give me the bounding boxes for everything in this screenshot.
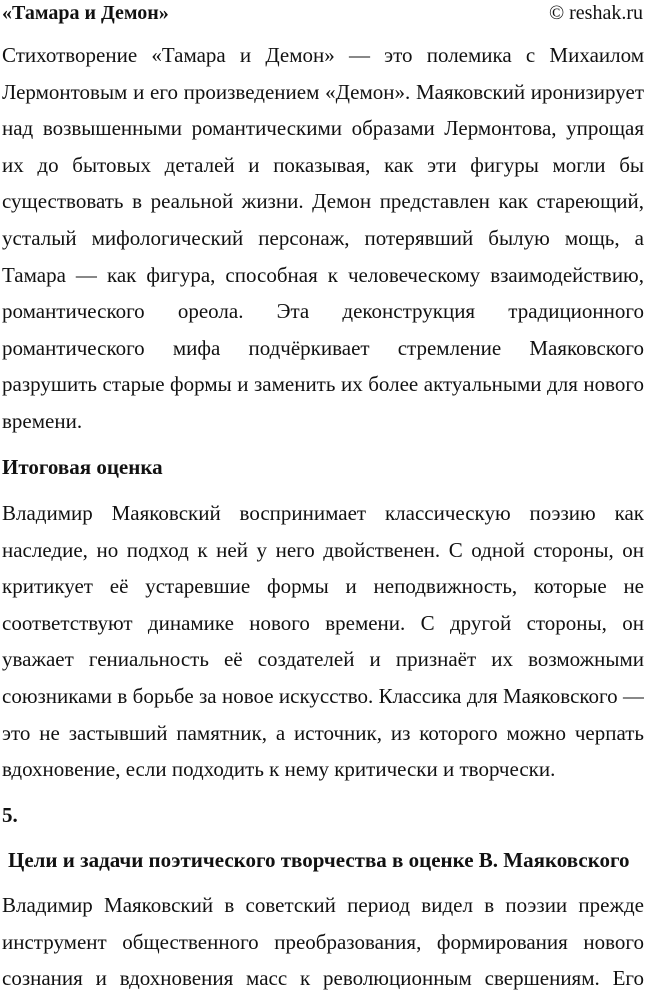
text-line: соответствуют динамике нового времени. С другой стороны, он: [2, 610, 644, 635]
text-line: вдохновение, если подходить к нему критически и творчески.: [2, 757, 556, 782]
text-line: Стихотворение «Тамара и Демон» — это полемика с Михаилом: [2, 43, 644, 67]
text-line: критикует её устаревшие формы и неподвижность, которые не: [2, 574, 644, 599]
text-line: уважает гениальность её создателей и признаёт их возможными: [2, 647, 644, 672]
text-line: Тамара — как фигура, способная к человеческому взаимодействию,: [2, 262, 644, 287]
text-line: времени.: [2, 409, 83, 433]
text-line: романтического мифа подчёркивает стремление Маяковского: [2, 335, 644, 360]
text-line: союзниками в борьбе за новое искусство. Классика для Маяковского —: [2, 684, 644, 708]
text-line: романтического ореола. Эта деконструкция традиционного: [2, 299, 644, 324]
text-line: разрушить старые формы и заменить их более актуальными для нового: [2, 372, 644, 397]
section-title: «Тамара и Демон»: [2, 2, 169, 24]
site-credit: © reshak.ru: [548, 2, 643, 24]
text-line: существовать в реальной жизни. Демон представлен как стареющий,: [2, 189, 644, 214]
text-line: Владимир Маяковский воспринимает классическую поэзию как: [2, 501, 644, 525]
text-line: над возвышенными романтическими образами Лермонтова, упрощая: [2, 116, 644, 141]
text-line: Владимир Маяковский в советский период видел в поэзии прежде: [2, 893, 644, 917]
section-number: 5.: [2, 803, 18, 827]
text-line: инструмент общественного преобразования, формирования нового: [2, 929, 644, 954]
text-line: наследие, но подход к ней у него двойственен. С одной стороны, он: [2, 537, 644, 562]
text-line: их до бытовых деталей и показывая, как эти фигуры могли бы: [2, 152, 644, 177]
heading-summary: Итоговая оценка: [2, 455, 163, 479]
text-line: это не застывший памятник, а источник, из которого можно черпать: [2, 720, 644, 745]
heading-goals: Цели и задачи поэтического творчества в оценке В. Маяковского: [8, 848, 630, 872]
text-line: Лермонтовым и его произведением «Демон». Маяковский иронизирует: [2, 79, 644, 104]
text-line: сознания и вдохновения масс к революционным свершениям. Его: [2, 966, 644, 991]
text-line: усталый мифологический персонаж, потерявший былую мощь, а: [2, 226, 644, 250]
